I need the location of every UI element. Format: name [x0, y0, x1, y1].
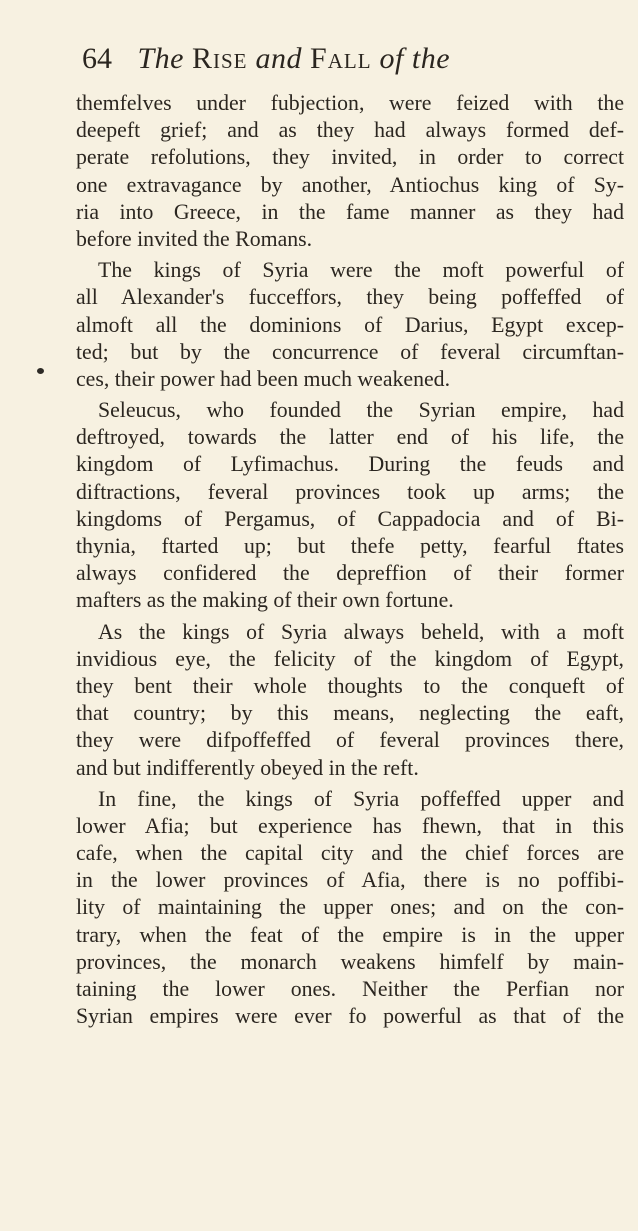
text-line: In fine, the kings of Syria poffeffed upper and [98, 786, 624, 811]
text-line: The kings of Syria were the moft powerful of [98, 258, 624, 283]
text-line: As the kings of Syria always beheld, with a moft [98, 619, 624, 644]
text-line: trary, when the feat of the empire is in the upper [76, 922, 624, 947]
text-line: ces, their power had been much weakened. [76, 366, 451, 391]
text-line: they were difpoffeffed of feveral provinces there, [76, 728, 624, 753]
text-line: kingdom of Lyfimachus. During the feuds and [76, 452, 624, 477]
body-text [76, 90, 624, 1030]
paragraph [76, 90, 624, 253]
text-line: in the lower provinces of Afia, there is no poffibi- [76, 868, 624, 893]
running-head [138, 42, 451, 76]
text-line: taining the lower ones. Neither the Perfian nor [76, 977, 624, 1001]
running-head-word: of [379, 42, 404, 75]
text-line: diftractions, feveral provinces took up arms; the [76, 479, 624, 504]
running-head-word: Fall [310, 42, 372, 75]
text-line: that country; by this means, neglecting the eaft, [76, 701, 624, 726]
running-head-word: Rise [192, 42, 248, 75]
text-line: themfelves under fubjection, were feized with the [76, 91, 624, 115]
text-line: they bent their whole thoughts to the conqueft of [76, 673, 624, 698]
text-line: cafe, when the capital city and the chief forces are [76, 841, 624, 866]
text-line: perate refolutions, they invited, in order to correct [76, 145, 624, 170]
text-line: Seleucus, who founded the Syrian empire, had [98, 398, 624, 423]
page-header [82, 42, 622, 88]
text-line: before invited the Romans. [76, 226, 313, 251]
text-line: all Alexander's fucceffors, they being poffeffed of [76, 285, 624, 310]
paragraph [76, 397, 624, 615]
running-head-word: The [137, 42, 184, 75]
paragraph [76, 257, 624, 393]
paragraph [76, 619, 624, 782]
text-line: deepeft grief; and as they had always formed def- [76, 118, 624, 143]
text-line: and but indifferently obeyed in the reft. [76, 755, 419, 780]
paragraph [76, 786, 624, 1031]
running-head-word: the [411, 42, 451, 75]
text-line: Syrian empires were ever fo powerful as that of the [76, 1004, 624, 1029]
text-line: mafters as the making of their own fortune. [76, 588, 454, 613]
running-head-word: and [255, 42, 303, 75]
text-line: lower Afia; but experience has fhewn, that in this [76, 813, 624, 838]
text-line: invidious eye, the felicity of the kingdom of Egypt, [76, 646, 624, 671]
text-line: lity of maintaining the upper ones; and on the con- [76, 895, 624, 920]
text-line: deftroyed, towards the latter end of his life, the [76, 425, 624, 450]
text-line: kingdoms of Pergamus, of Cappadocia and of Bi- [76, 506, 624, 531]
text-line: almoft all the dominions of Darius, Egypt excep- [76, 312, 624, 337]
text-line: ted; but by the concurrence of feveral circumftan- [76, 339, 624, 364]
text-line: provinces, the monarch weakens himfelf by main- [76, 949, 624, 974]
page-number: 64 [82, 42, 112, 75]
ink-speck [37, 368, 44, 374]
text-line: thynia, ftarted up; but thefe petty, fearful ftates [76, 534, 624, 558]
text-line: one extravagance by another, Antiochus king of Sy- [76, 172, 624, 197]
text-line: ria into Greece, in the fame manner as they had [76, 199, 624, 224]
text-line: always confidered the depreffion of their former [76, 561, 624, 586]
